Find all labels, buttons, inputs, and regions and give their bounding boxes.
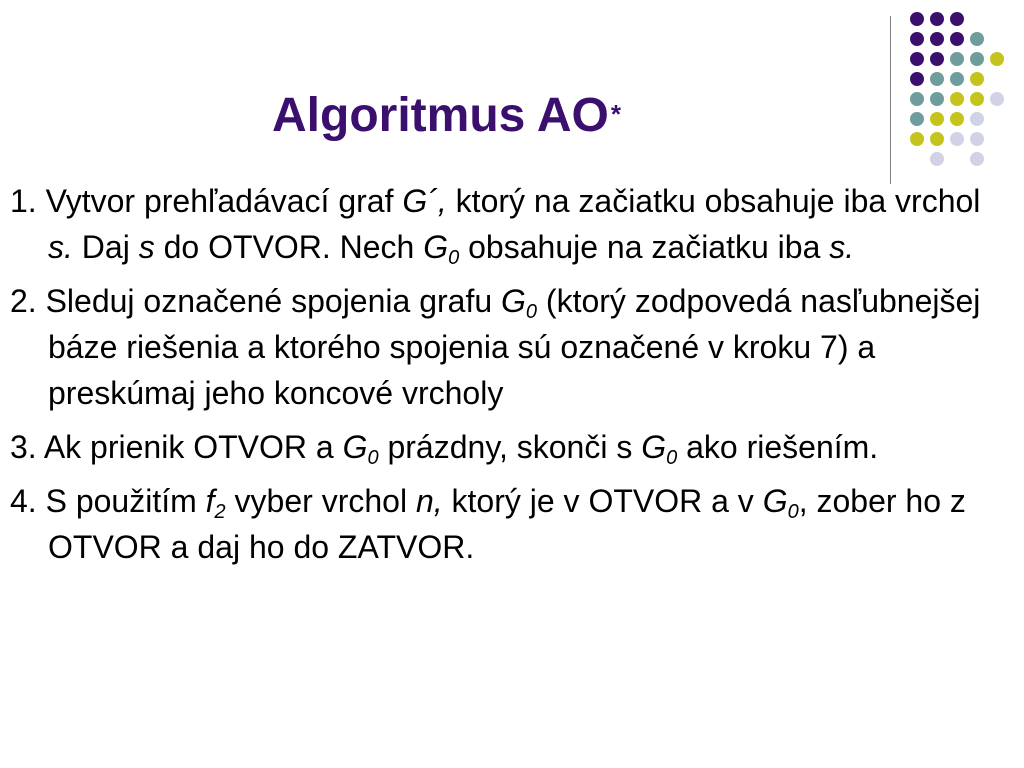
decorative-dot — [930, 152, 944, 166]
step-text-subscript: 0 — [367, 447, 379, 469]
algorithm-step-2 — [10, 278, 1010, 416]
step-text: , zober ho z OTVOR a daj ho do ZATVOR. — [48, 483, 966, 565]
algorithm-step-3 — [10, 424, 1010, 470]
decorative-dot — [910, 92, 924, 106]
decorative-dot — [910, 112, 924, 126]
step-text: 1. Vytvor prehľadávací graf — [10, 183, 403, 219]
decorative-dot — [970, 72, 984, 86]
decorative-dot — [910, 32, 924, 46]
step-text: ako riešením. — [677, 429, 879, 465]
step-text-italic — [788, 501, 799, 523]
decorative-dot — [970, 32, 984, 46]
step-text-italic: G — [501, 283, 526, 319]
step-text-italic: G — [342, 429, 368, 465]
step-text: 2. Sleduj označené spojenia grafu — [10, 283, 502, 319]
algorithm-steps-list — [10, 178, 1010, 578]
decorative-dot — [990, 92, 1004, 106]
step-text-italic: G´, — [402, 183, 447, 219]
step-text: obsahuje na začiatku iba — [459, 229, 830, 265]
decorative-dot — [950, 52, 964, 66]
step-text-italic: G — [423, 229, 449, 265]
step-text-italic: G — [762, 483, 788, 519]
decorative-dot — [910, 52, 924, 66]
decorative-dot — [930, 132, 944, 146]
step-text: ktorý je v OTVOR a v — [442, 483, 763, 519]
step-text-subscript: 0 — [448, 247, 460, 269]
decorative-dot — [930, 112, 944, 126]
step-text-italic: f — [205, 483, 215, 519]
decorative-dot — [930, 72, 944, 86]
step-text: 4. S použitím — [10, 483, 206, 519]
decorative-dot — [970, 92, 984, 106]
step-text: prázdny, skonči s — [378, 429, 642, 465]
decorative-dot — [970, 132, 984, 146]
decorative-dot — [910, 132, 924, 146]
decorative-dot — [970, 152, 984, 166]
step-text-italic — [526, 301, 537, 323]
step-text: ktorý na začiatku obsahuje iba vrchol — [446, 183, 981, 219]
step-text-italic — [666, 447, 677, 469]
step-text-subscript: 0 — [787, 501, 799, 523]
algorithm-step-1 — [10, 178, 1010, 270]
step-text: (ktorý zodpovedá nasľubnejšej báze riešenia a ktorého spojenia sú označené v kroku 7) a preskúmaj jeho koncové vrcholy — [48, 283, 981, 411]
decorative-dot — [910, 72, 924, 86]
step-text: Daj — [72, 229, 139, 265]
decorative-dot — [970, 52, 984, 66]
slide-title-superscript: * — [610, 99, 622, 129]
step-text-italic: s. — [829, 229, 855, 265]
step-text: do OTVOR. Nech — [154, 229, 424, 265]
step-text: vyber vrchol — [225, 483, 416, 519]
step-text-italic — [215, 501, 226, 523]
step-text-italic — [367, 447, 378, 469]
slide-title — [272, 88, 621, 144]
decorative-dot — [950, 112, 964, 126]
decorative-dot — [930, 92, 944, 106]
step-text: 3. Ak prienik OTVOR a — [10, 429, 343, 465]
decorative-dot — [950, 32, 964, 46]
step-text-italic — [448, 247, 459, 269]
decorative-dot — [930, 32, 944, 46]
slide-title-text: Algoritmus AO — [272, 89, 609, 142]
step-text-italic: n, — [415, 483, 443, 519]
decorative-dot — [930, 52, 944, 66]
decorative-dot — [990, 52, 1004, 66]
decorative-divider-line — [890, 16, 891, 184]
decorative-dot — [950, 12, 964, 26]
step-text-italic: s. — [48, 229, 73, 265]
decorative-dot — [950, 72, 964, 86]
step-text-subscript: 2 — [214, 501, 226, 523]
decorative-dot — [950, 132, 964, 146]
decorative-dot — [970, 112, 984, 126]
decorative-dot — [950, 92, 964, 106]
step-text-italic: s — [138, 229, 155, 265]
step-text-subscript: 0 — [525, 301, 538, 323]
step-text-subscript: 0 — [666, 447, 678, 469]
step-text-italic: G — [641, 429, 667, 465]
algorithm-step-4 — [10, 478, 1010, 570]
decorative-dot — [910, 12, 924, 26]
decorative-dot — [930, 12, 944, 26]
